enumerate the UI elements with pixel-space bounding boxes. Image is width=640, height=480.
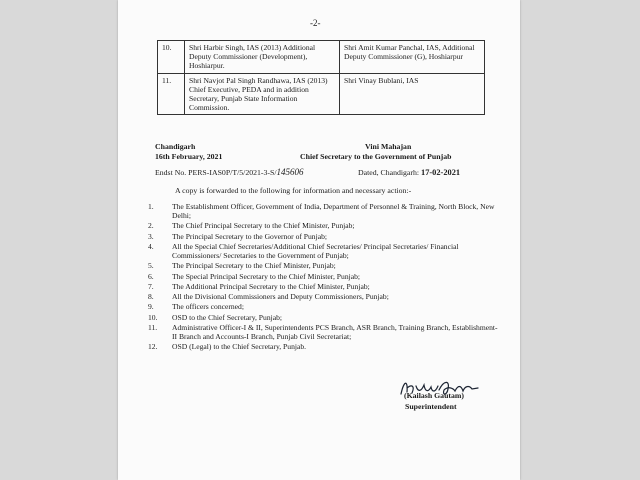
page-number: -2- [310,18,321,28]
list-item: 7. The Additional Principal Secretary to the Chief Minister, Punjab; [148,281,370,291]
signatory-name: Vini Mahajan [365,142,412,151]
officer-table [157,40,485,115]
list-item: 4. All the Special Chief Secretaries/Additional Chief Secretaries/ Principal Secretaries/ Financial Commissioners/ Secretaries to the Government of Punjab; [148,241,459,261]
list-item: 11. Administrative Officer-I & II, Superintendents PCS Branch, ASR Branch, Training Branch, Establishment-II Branch and Accounts-I Branch, Punjab Civil Secretariat; [148,323,498,342]
table-row [158,73,485,115]
list-item: 9. The officers concerned; [148,302,244,312]
incoming-officer: Shri Amit Kumar Panchal, IAS, Additional Deputy Commissioner (G), Hoshiarpur [340,41,485,74]
list-item: 8. All the Divisional Commissioners and Deputy Commissioners, Punjab; [148,292,389,302]
outgoing-officer: Shri Harbir Singh, IAS (2013) Additional Deputy Commissioner (Development), Hoshiarpur. [185,41,340,74]
dated-value: 17-02-2021 [421,168,461,177]
serial-number: 10. [158,41,185,74]
superintendent-name: (Kailash Gautam) [404,391,464,400]
recipient-list [148,202,498,353]
incoming-officer: Shri Vinay Bublani, IAS [340,73,485,115]
list-item: 5. The Principal Secretary to the Chief Minister, Punjab; [148,261,336,271]
place: Chandigarh [155,142,196,151]
copy-intro: A copy is forwarded to the following for information and necessary action:- [175,186,412,195]
dated-line [358,168,460,177]
list-item: 6. The Special Principal Secretary to the Chief Minister, Punjab; [148,271,361,281]
endorsement-prefix: Endst No. PERS-IAS0P/T/5/2021-3-S/ [155,168,277,177]
endorsement-number [155,168,304,177]
outgoing-officer: Shri Navjot Pal Singh Randhawa, IAS (2013) Chief Executive, PEDA and in addition Secretary, Punjab State Information Commission. [185,73,340,115]
superintendent-title: Superintendent [405,402,457,411]
list-item: 12. OSD (Legal) to the Chief Secretary, Punjab. [148,342,307,352]
issue-date: 16th February, 2021 [155,152,223,161]
table-row [158,41,485,74]
list-item: 3. The Principal Secretary to the Governor of Punjab; [148,231,327,241]
dated-label: Dated, Chandigarh: [358,168,420,177]
serial-number: 11. [158,73,185,115]
list-item: 2. The Chief Principal Secretary to the Chief Minister, Punjab; [148,221,355,231]
endorsement-handwritten-number: 145606 [276,167,304,177]
list-item: 1. The Establishment Officer, Government of India, Department of Personnel & Training, North Block, New Delhi; [148,202,495,221]
list-item: 10. OSD to the Chief Secretary, Punjab; [148,312,283,322]
signatory-title: Chief Secretary to the Government of Punjab [300,152,452,161]
